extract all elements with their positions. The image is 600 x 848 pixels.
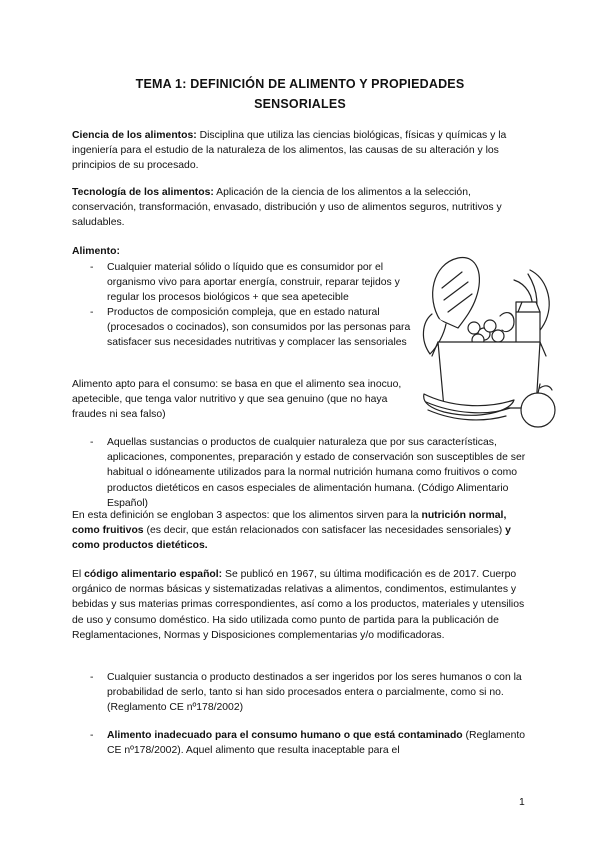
- ciencia-text: Disciplina que utiliza las ciencias biológicas, físicas y químicas y la ingeniería para el estudio de la naturaleza de los alimentos, las causas de su alteración y los principios de su procesado.: [72, 130, 507, 172]
- bullet-5-text: (Reglamento CE nº178/2002). Aquel alimento que resulta inaceptable para el: [107, 730, 526, 757]
- alimento-apto-paragraph: Alimento apto para el consumo: se basa en que el alimento sea inocuo, apetecible, que tenga valor nutritivo y que sea genuino (que no haya fraudes ni sea falso): [72, 379, 402, 421]
- tecnologia-text: Aplicación de la ciencia de los alimentos a la selección, conservación, transformación, envasado, distribución y uso de alimentos seguros, nutritivos y saludables.: [72, 187, 502, 229]
- alimento-bullet-1: Cualquier material sólido o líquido que es consumidor por el organismo vivo para aportar energía, construir, reparar tejidos y regular los procesos biológicos + que sea apetecible: [107, 262, 400, 304]
- ciencia-paragraph: [72, 128, 530, 174]
- definicion-bold-1: nutrición normal, como fruitivos: [72, 510, 507, 537]
- bullet-dash: -: [90, 262, 94, 273]
- bullet-dash: -: [90, 730, 94, 741]
- grocery-bag-illustration: [418, 250, 558, 432]
- alimento-heading: Alimento:: [72, 246, 120, 257]
- alimento-bullet-2: Productos de composición compleja, que en estado natural (procesados o cocinados), son consumidos por las personas para satisfacer sus necesidades nutritivas y complacer las sensoriales: [107, 307, 411, 349]
- codigo-text-2: Se publicó en 1967, su última modificación es de 2017. Cuerpo orgánico de normas básicas y sistematizadas relativas a alimentos, condimentos, estimulantes y bebidas y sus materias primas correspondientes, así como a los productos, materiales y utensilios de uso y consumo doméstico. Ha sido utilizada como punto de partida para la publicación de Reglamentaciones, Normas y Disposiciones complementarias y/o modificadoras.: [72, 569, 525, 641]
- bullet-5-bold: Alimento inadecuado para el consumo humano o que está contaminado: [107, 730, 463, 741]
- definicion-bold-2: y como productos dietéticos.: [72, 525, 511, 552]
- bullet-dash: -: [90, 307, 94, 318]
- codigo-term: código alimentario español:: [84, 569, 223, 580]
- codigo-paragraph: [72, 567, 530, 643]
- page-number: 1: [519, 797, 525, 808]
- tecnologia-term: Tecnología de los alimentos:: [72, 187, 214, 198]
- bullet-5: [107, 728, 527, 758]
- tecnologia-paragraph: [72, 185, 530, 231]
- definicion-paragraph: [72, 508, 530, 554]
- definicion-text-2: (es decir, que están relacionados con satisfacer las necesidades sensoriales): [143, 525, 506, 537]
- title-line-2: SENSORIALES: [254, 97, 346, 111]
- bullet-dash: -: [90, 672, 94, 683]
- page-title: [60, 74, 540, 114]
- ciencia-term: Ciencia de los alimentos:: [72, 130, 197, 141]
- title-line-1: TEMA 1: DEFINICIÓN DE ALIMENTO Y PROPIEDADES: [135, 77, 465, 91]
- definicion-text-1: En esta definición se engloban 3 aspectos: que los alimentos sirven para la: [72, 510, 422, 521]
- bullet-dash: -: [90, 437, 94, 448]
- codigo-text-1: El: [72, 569, 85, 580]
- alimento-bullet-3: Aquellas sustancias o productos de cualquier naturaleza que por sus características, aplicaciones, componentes, preparación y estado de conservación son susceptibles de ser habitual o idóneamente utilizados para la normal nutrición humana como fruitivos o como productos dietéticos en casos especiales de alimentación humana. (Código Alimentario Español): [107, 437, 526, 509]
- bullet-4: Cualquier sustancia o producto destinados a ser ingeridos por los seres humanos o con la probabilidad de serlo, tanto si han sido procesados entera o parcialmente, como si no. (Reglamento CE nº178/2002): [107, 672, 522, 714]
